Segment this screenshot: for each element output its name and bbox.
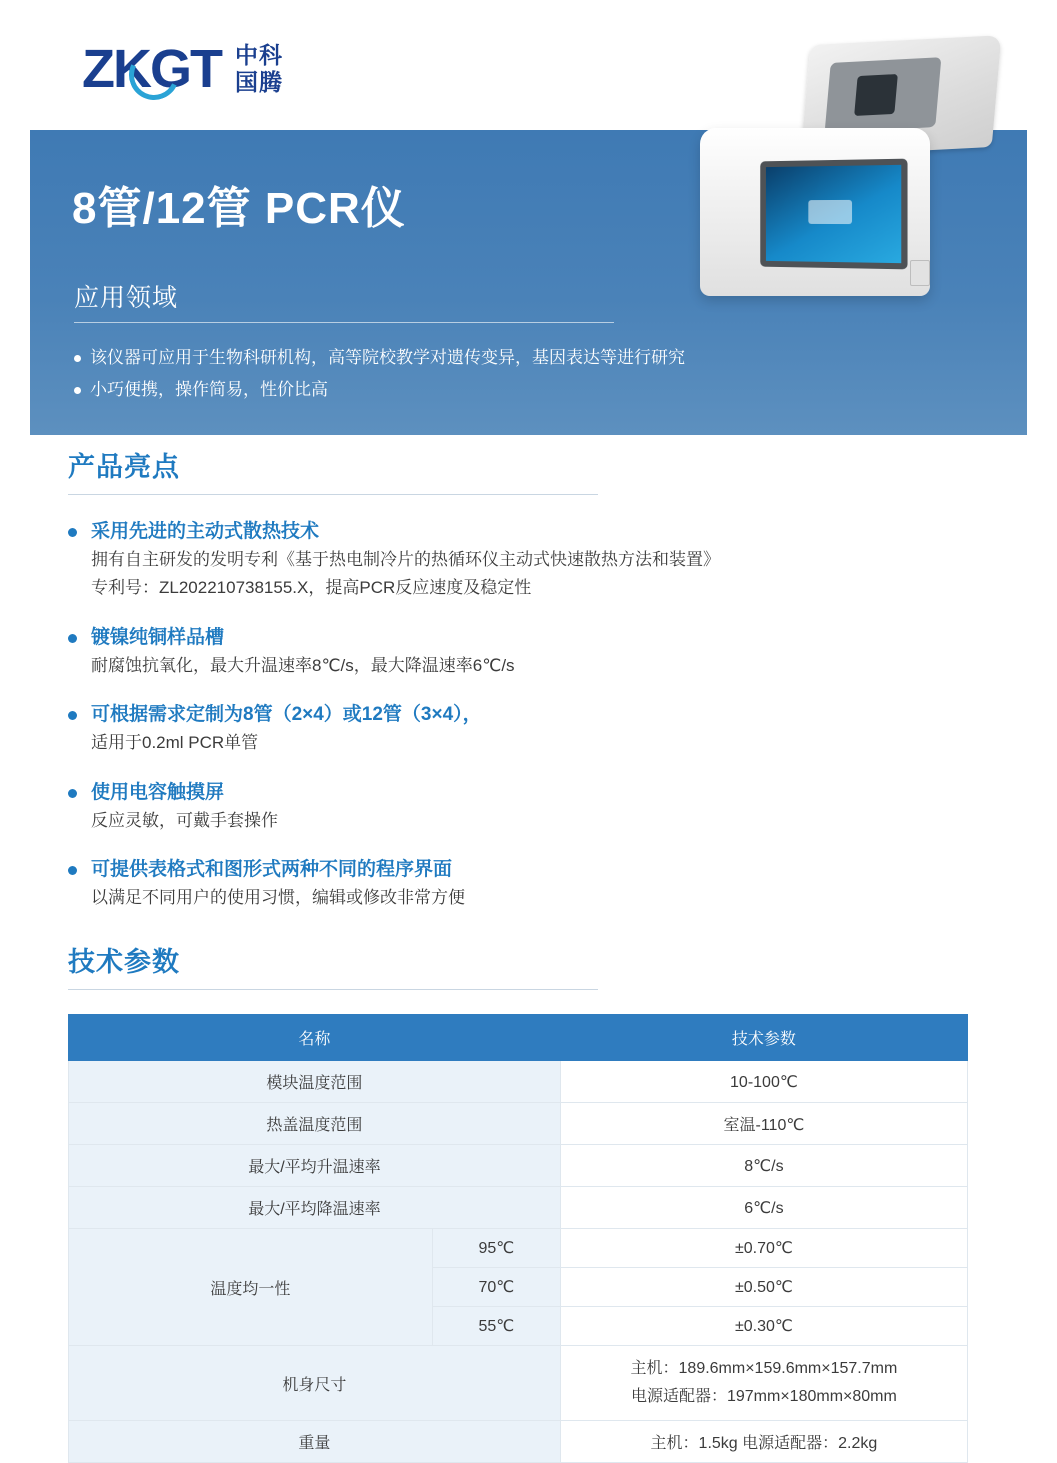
highlight-heading: 使用电容触摸屏	[91, 781, 225, 803]
specs-table-wrapper	[68, 1014, 988, 1463]
spec-value: 8℃/s	[560, 1145, 967, 1187]
spec-value: 10-100℃	[560, 1061, 967, 1103]
highlight-heading: 可根据需求定制为8管（2×4）或12管（3×4），	[91, 704, 482, 726]
application-item-text: 小巧便携，操作简易，性价比高	[90, 380, 328, 400]
spec-sublabel: 55℃	[432, 1307, 560, 1346]
spec-value: ±0.50℃	[560, 1268, 967, 1307]
highlight-detail: 反应灵敏，可戴手套操作	[91, 810, 278, 830]
spec-value: ±0.30℃	[560, 1307, 967, 1346]
spec-label-size: 机身尺寸	[69, 1346, 561, 1421]
spec-label: 最大/平均降温速率	[69, 1187, 561, 1229]
spec-label: 最大/平均升温速率	[69, 1145, 561, 1187]
application-item-text: 该仪器可应用于生物科研机构，高等院校教学对遗传变异，基因表达等进行研究	[90, 348, 685, 367]
specs-section	[68, 940, 988, 1463]
bullet-dot-icon	[74, 387, 81, 394]
bullet-dot-icon	[68, 789, 77, 798]
bullet-dot-icon	[68, 634, 77, 643]
highlight-detail: 专利号：ZL202210738155.X，提高PCR反应速度及稳定性	[91, 578, 532, 598]
highlights-divider	[68, 494, 598, 495]
hero-divider	[74, 322, 614, 323]
application-list	[74, 342, 904, 407]
highlights-section	[68, 445, 988, 932]
specs-heading: 技术参数	[68, 947, 180, 977]
list-item	[68, 855, 988, 912]
logo-chinese-name	[235, 42, 283, 96]
list-item	[68, 778, 988, 835]
logo-wordmark	[82, 39, 221, 100]
logo-cn-line1: 中科	[234, 42, 283, 68]
spec-label-weight: 重量	[69, 1421, 561, 1463]
logo-wordmark-text: ZKGT	[82, 39, 221, 100]
specs-table	[68, 1014, 968, 1463]
highlight-heading: 可提供表格式和图形式两种不同的程序界面	[91, 858, 453, 880]
highlight-heading: 镀镍纯铜样品槽	[91, 626, 225, 648]
highlights-list	[68, 517, 988, 912]
table-row	[69, 1346, 968, 1421]
column-header-name: 名称	[69, 1015, 561, 1061]
table-row	[69, 1061, 968, 1103]
highlight-detail: 拥有自主研发的发明专利《基于热电制冷片的热循环仪主动式快速散热方法和装置》	[91, 550, 720, 570]
hero-subtitle: 应用领域	[74, 284, 179, 312]
device-power-port	[910, 260, 930, 286]
table-row	[69, 1229, 968, 1268]
bullet-dot-icon	[68, 528, 77, 537]
spec-value-size	[560, 1346, 967, 1421]
spec-value: ±0.70℃	[560, 1229, 967, 1268]
table-header-row	[69, 1015, 968, 1061]
list-item	[68, 623, 988, 680]
highlight-detail: 耐腐蚀抗氧化，最大升温速率8℃/s，最大降温速率6℃/s	[91, 655, 515, 675]
device-lid-window	[854, 74, 898, 116]
highlight-heading: 采用先进的主动式散热技术	[91, 521, 320, 542]
list-item	[74, 342, 904, 374]
bullet-dot-icon	[74, 355, 81, 362]
spec-size-line1: 主机：189.6mm×159.6mm×157.7mm	[630, 1360, 898, 1377]
column-header-value: 技术参数	[560, 1015, 967, 1061]
device-screen-graphic	[808, 200, 852, 224]
spec-size-line2: 电源适配器：197mm×180mm×80mm	[630, 1388, 897, 1405]
device-body	[700, 128, 930, 296]
list-item	[68, 700, 988, 757]
spec-sublabel: 95℃	[432, 1229, 560, 1268]
list-item	[68, 517, 988, 603]
bullet-dot-icon	[68, 866, 77, 875]
table-row	[69, 1103, 968, 1145]
bullet-dot-icon	[68, 711, 77, 720]
highlights-heading: 产品亮点	[68, 452, 180, 482]
table-row	[69, 1187, 968, 1229]
highlight-detail: 以满足不同用户的使用习惯，编辑或修改非常方便	[91, 888, 465, 908]
spec-label: 模块温度范围	[69, 1061, 561, 1103]
product-photo	[660, 20, 1000, 320]
list-item	[74, 374, 904, 406]
spec-sublabel: 70℃	[432, 1268, 560, 1307]
spec-label: 热盖温度范围	[69, 1103, 561, 1145]
page-title: 8管/12管 PCR仪	[72, 184, 406, 233]
table-row	[69, 1145, 968, 1187]
device-touchscreen	[760, 159, 907, 270]
logo-cn-line2: 国腾	[234, 69, 283, 96]
brand-logo	[82, 39, 283, 100]
spec-value-weight: 主机：1.5kg 电源适配器：2.2kg	[560, 1421, 967, 1463]
table-row	[69, 1421, 968, 1463]
spec-value: 室温-110℃	[560, 1103, 967, 1145]
spec-label-uniformity: 温度均一性	[69, 1229, 433, 1346]
highlight-detail: 适用于0.2ml PCR单管	[91, 733, 259, 753]
spec-value: 6℃/s	[560, 1187, 967, 1229]
specs-divider	[68, 989, 598, 990]
